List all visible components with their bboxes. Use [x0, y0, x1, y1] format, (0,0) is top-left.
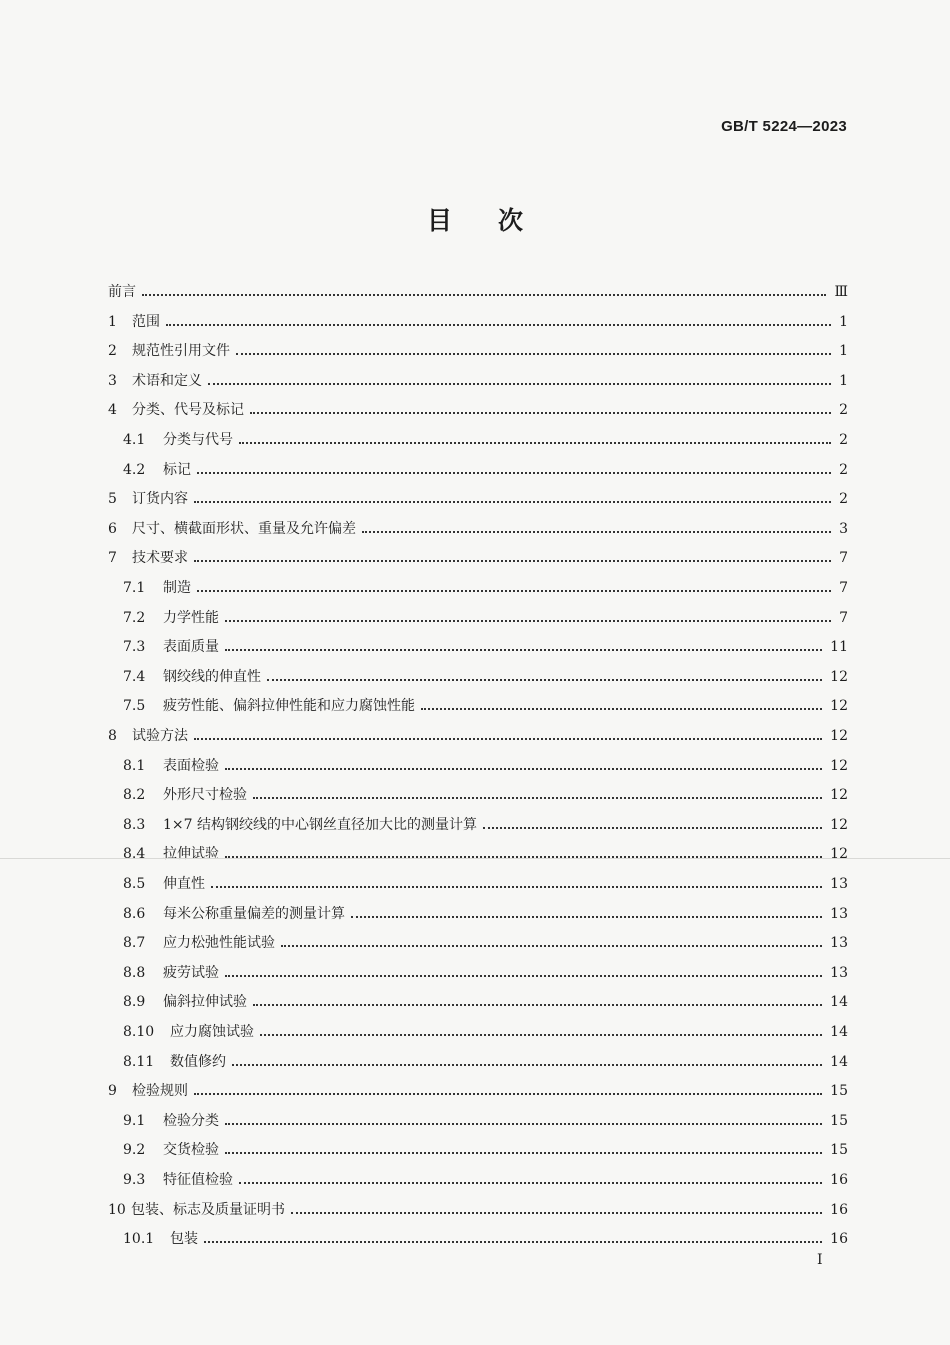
- toc-label: 分类与代号: [163, 432, 233, 448]
- toc-page-number: 7: [839, 609, 848, 626]
- toc-page-number: 16: [830, 1231, 848, 1248]
- toc-page-number: 12: [830, 846, 848, 863]
- toc-number: 10.1: [123, 1231, 155, 1248]
- toc-label: 伸直性: [163, 876, 205, 892]
- toc-row[interactable]: [0, 667, 950, 687]
- toc-page-number: 7: [839, 580, 848, 596]
- toc-row[interactable]: [0, 785, 950, 805]
- toc-number: 8.6: [123, 905, 146, 922]
- toc-page-number: 13: [830, 935, 848, 952]
- toc-row[interactable]: [0, 519, 950, 539]
- toc-row[interactable]: [0, 1200, 950, 1220]
- toc-number: 8.7: [123, 935, 146, 952]
- toc-number: 2: [108, 343, 117, 360]
- toc-page-number: 1: [839, 372, 848, 389]
- toc-leader-dots: [211, 886, 822, 888]
- toc-leader-dots: [194, 501, 831, 503]
- toc-label: 检验分类: [163, 1112, 219, 1129]
- standard-code: GB/T 5224—2023: [721, 118, 847, 135]
- toc-row[interactable]: [0, 460, 950, 480]
- toc-leader-dots: [197, 590, 831, 592]
- toc-leader-dots: [253, 797, 822, 799]
- toc-page-number: 15: [830, 1142, 848, 1159]
- toc-leader-dots: [232, 1064, 822, 1066]
- toc-leader-dots: [267, 679, 822, 681]
- toc-row[interactable]: [0, 1081, 950, 1101]
- toc-leader-dots: [239, 1182, 822, 1184]
- toc-number: 8: [108, 728, 117, 744]
- toc-label: 疲劳试验: [163, 964, 219, 981]
- toc-leader-dots: [194, 1093, 822, 1095]
- toc-leader-dots: [194, 738, 822, 740]
- toc-page-number: 15: [830, 1112, 848, 1129]
- toc-row[interactable]: [0, 1140, 950, 1160]
- toc-page-number: 16: [830, 1172, 848, 1188]
- toc-page-number: 14: [830, 994, 848, 1011]
- toc-number: 4.1: [123, 432, 146, 448]
- toc-label: 分类、代号及标记: [132, 402, 244, 419]
- toc-row[interactable]: [0, 726, 950, 746]
- toc-number: 8.9: [123, 994, 146, 1011]
- toc-page-number: 12: [830, 728, 848, 744]
- toc-row[interactable]: [0, 1229, 950, 1249]
- toc-leader-dots: [204, 1241, 822, 1243]
- toc-label: 包装: [170, 1231, 198, 1248]
- toc-leader-dots: [260, 1034, 822, 1036]
- toc-row[interactable]: [0, 400, 950, 420]
- title-char-1: 目: [426, 206, 452, 235]
- toc-page-number: 13: [830, 964, 848, 981]
- toc-row[interactable]: [0, 815, 950, 835]
- toc-row[interactable]: [0, 933, 950, 953]
- toc-number: 4.2: [123, 461, 146, 478]
- toc-number: 1: [108, 313, 117, 330]
- toc-leader-dots: [225, 620, 831, 622]
- page-number: I: [817, 1252, 823, 1268]
- toc-label: 应力松弛性能试验: [163, 935, 275, 952]
- toc-row[interactable]: [0, 844, 950, 864]
- toc-leader-dots: [362, 531, 831, 533]
- toc-leader-dots: [225, 768, 822, 770]
- toc-row[interactable]: [0, 696, 950, 716]
- toc-row[interactable]: [0, 430, 950, 450]
- toc-row[interactable]: [0, 1022, 950, 1042]
- toc-label: 包装、标志及质量证明书: [131, 1201, 285, 1218]
- toc-number: 7.4: [123, 668, 146, 685]
- toc-row[interactable]: [0, 992, 950, 1012]
- toc-leader-dots: [250, 412, 831, 414]
- toc-page-number: 7: [839, 550, 848, 567]
- toc-label: 每米公称重量偏差的测量计算: [163, 905, 345, 922]
- toc-row[interactable]: [0, 1111, 950, 1131]
- toc-label: 1×7 结构钢绞线的中心钢丝直径加大比的测量计算: [163, 816, 477, 833]
- toc-label: 订货内容: [132, 491, 188, 508]
- toc-leader-dots: [225, 975, 822, 977]
- toc-row[interactable]: [0, 548, 950, 568]
- toc-row[interactable]: [0, 371, 950, 391]
- toc-label: 制造: [163, 580, 191, 596]
- toc-number: 7: [108, 550, 117, 567]
- toc-leader-dots: [225, 1152, 822, 1154]
- toc-row[interactable]: [0, 904, 950, 924]
- toc-leader-dots: [142, 294, 826, 296]
- toc-leader-dots: [253, 1004, 822, 1006]
- toc-row[interactable]: [0, 963, 950, 983]
- toc-page-number: 1: [839, 313, 848, 330]
- toc-number: 3: [108, 372, 117, 389]
- toc-leader-dots: [197, 472, 831, 474]
- toc-label: 交货检验: [163, 1142, 219, 1159]
- toc-leader-dots: [239, 442, 831, 444]
- toc-number: 8.5: [123, 876, 146, 892]
- toc-label: 疲劳性能、偏斜拉伸性能和应力腐蚀性能: [163, 698, 415, 715]
- toc-row[interactable]: [0, 1170, 950, 1190]
- toc-row[interactable]: [0, 312, 950, 332]
- title-char-2: 次: [498, 206, 524, 235]
- toc-number: 9: [108, 1083, 117, 1100]
- toc-page-number: 2: [839, 402, 848, 419]
- toc-number: 10: [108, 1201, 126, 1218]
- toc-label: 规范性引用文件: [132, 343, 230, 360]
- toc-number: 8.4: [123, 846, 146, 863]
- toc-number: 8.8: [123, 964, 146, 981]
- toc-label: 试验方法: [132, 728, 188, 744]
- toc-label: 特征值检验: [163, 1172, 233, 1188]
- toc-label: 前言: [108, 284, 136, 300]
- toc-page-number: 14: [830, 1024, 848, 1040]
- toc-label: 表面质量: [163, 639, 219, 656]
- toc-number: 9.1: [123, 1112, 146, 1129]
- toc-label: 数值修约: [170, 1053, 226, 1070]
- scan-fold-line: [0, 858, 950, 859]
- toc-page-number: 12: [830, 787, 848, 804]
- toc-row[interactable]: [0, 578, 950, 598]
- toc-leader-dots: [225, 1123, 822, 1125]
- toc-leader-dots: [166, 324, 831, 326]
- toc-label: 标记: [163, 461, 191, 478]
- toc-number: 7.1: [123, 580, 146, 596]
- toc-label: 技术要求: [132, 550, 188, 567]
- toc-row[interactable]: [0, 756, 950, 776]
- toc-page-number: 14: [830, 1053, 848, 1070]
- toc-number: 8.11: [123, 1053, 155, 1070]
- toc-page-number: 12: [830, 668, 848, 685]
- toc-number: 9.3: [123, 1172, 146, 1188]
- toc-row[interactable]: [0, 1052, 950, 1072]
- toc-row[interactable]: [0, 282, 950, 302]
- toc-page-number: 1: [839, 343, 848, 360]
- toc-leader-dots: [225, 649, 822, 651]
- toc-number: 8.3: [123, 816, 146, 833]
- toc-number: 6: [108, 520, 117, 537]
- toc-label: 检验规则: [132, 1083, 188, 1100]
- toc-label: 范围: [132, 313, 160, 330]
- toc-leader-dots: [291, 1212, 822, 1214]
- toc-page-number: 16: [830, 1201, 848, 1218]
- toc-page-number: 2: [839, 491, 848, 508]
- toc-page-number: 13: [830, 905, 848, 922]
- toc-label: 外形尺寸检验: [163, 787, 247, 804]
- toc-leader-dots: [236, 353, 831, 355]
- toc-number: 8.10: [123, 1024, 155, 1040]
- toc-leader-dots: [483, 827, 822, 829]
- toc-leader-dots: [421, 708, 822, 710]
- toc-page-number: 3: [839, 520, 848, 537]
- toc-leader-dots: [194, 560, 831, 562]
- toc-row[interactable]: [0, 608, 950, 628]
- toc-row[interactable]: [0, 637, 950, 657]
- toc-page-number: 15: [830, 1083, 848, 1100]
- toc-row[interactable]: [0, 874, 950, 894]
- toc-page-number: 12: [830, 816, 848, 833]
- toc-label: 拉伸试验: [163, 846, 219, 863]
- toc-number: 8.1: [123, 757, 146, 774]
- toc-label: 尺寸、横截面形状、重量及允许偏差: [132, 520, 356, 537]
- toc-page-number: 11: [830, 639, 848, 656]
- toc-label: 偏斜拉伸试验: [163, 994, 247, 1011]
- toc-number: 7.5: [123, 698, 146, 715]
- toc-page-number: Ⅲ: [834, 284, 848, 300]
- toc-page-number: 12: [830, 757, 848, 774]
- toc-label: 术语和定义: [132, 372, 202, 389]
- toc-number: 8.2: [123, 787, 146, 804]
- toc-number: 4: [108, 402, 117, 419]
- toc-label: 力学性能: [163, 609, 219, 626]
- toc-row[interactable]: [0, 489, 950, 509]
- toc-page-number: 12: [830, 698, 848, 715]
- toc-leader-dots: [281, 945, 822, 947]
- toc-row[interactable]: [0, 341, 950, 361]
- toc-page-number: 13: [830, 876, 848, 892]
- toc-leader-dots: [208, 383, 831, 385]
- toc-label: 钢绞线的伸直性: [163, 668, 261, 685]
- toc-leader-dots: [351, 916, 822, 918]
- toc-label: 表面检验: [163, 757, 219, 774]
- toc-page-number: 2: [839, 432, 848, 448]
- toc-number: 7.3: [123, 639, 146, 656]
- toc-number: 5: [108, 491, 117, 508]
- toc-page-number: 2: [839, 461, 848, 478]
- toc-number: 9.2: [123, 1142, 146, 1159]
- toc-number: 7.2: [123, 609, 146, 626]
- toc-label: 应力腐蚀试验: [170, 1024, 254, 1040]
